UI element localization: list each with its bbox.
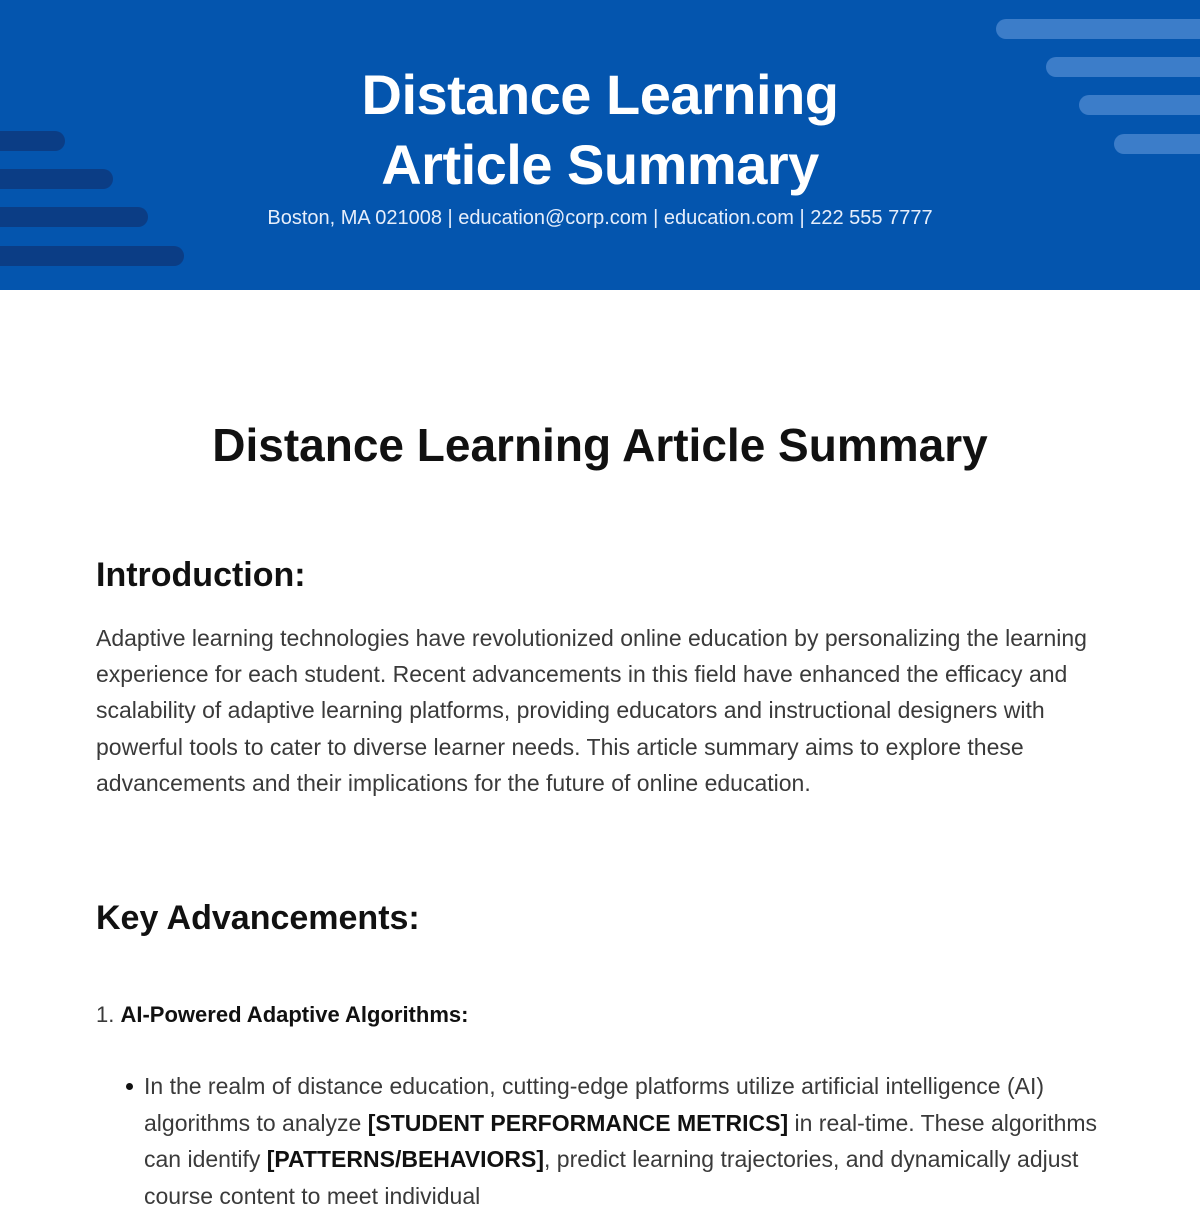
introduction-paragraph: Adaptive learning technologies have revolutionized online education by personalizing the learning experience for each student. Recent advancements in this field have enhanced the efficacy and scalability of adaptive learning platforms, providing educators and instructional designers with powerful tools to cater to diverse learner needs. This article summary aims to explore these advancements and their implications for the future of online education.: [96, 625, 1087, 796]
bullet-text: In the realm of distance education, cutting-edge platforms utilize artificial intelligence (AI) algorithms to analyze: [144, 1073, 1045, 1136]
placeholder-patterns: [PATTERNS/BEHAVIORS]: [266, 1146, 545, 1172]
header-contact-info: Boston, MA 021008 | education@corp.com | education.com | 222 555 7777: [267, 207, 933, 229]
advancement-item-1: [96, 1000, 468, 1030]
bullet-text: in real-time. These algorithms can identify: [144, 1109, 1098, 1172]
placeholder-student-metrics: [STUDENT PERFORMANCE METRICS]: [367, 1109, 789, 1136]
header-title: [0, 60, 1200, 200]
header-title-line-2: Article Summary: [381, 133, 819, 196]
advancement-bullet: [144, 1068, 1104, 1214]
advancement-label: AI-Powered Adaptive Algorithms:: [120, 1002, 469, 1027]
decorative-bar: [996, 19, 1200, 39]
header-banner: [0, 0, 1200, 290]
bullet-text: , predict learning trajectories, and dynamically adjust course content to meet individual: [144, 1146, 1079, 1209]
decorative-bar: [0, 246, 184, 266]
list-number: 1.: [96, 1002, 115, 1027]
document-title: Distance Learning Article Summary: [212, 419, 988, 471]
header-title-line-1: Distance Learning: [361, 63, 839, 126]
bullet-icon: [126, 1083, 133, 1090]
key-advancements-heading: Key Advancements:: [96, 899, 420, 937]
introduction-heading: Introduction:: [96, 556, 306, 594]
